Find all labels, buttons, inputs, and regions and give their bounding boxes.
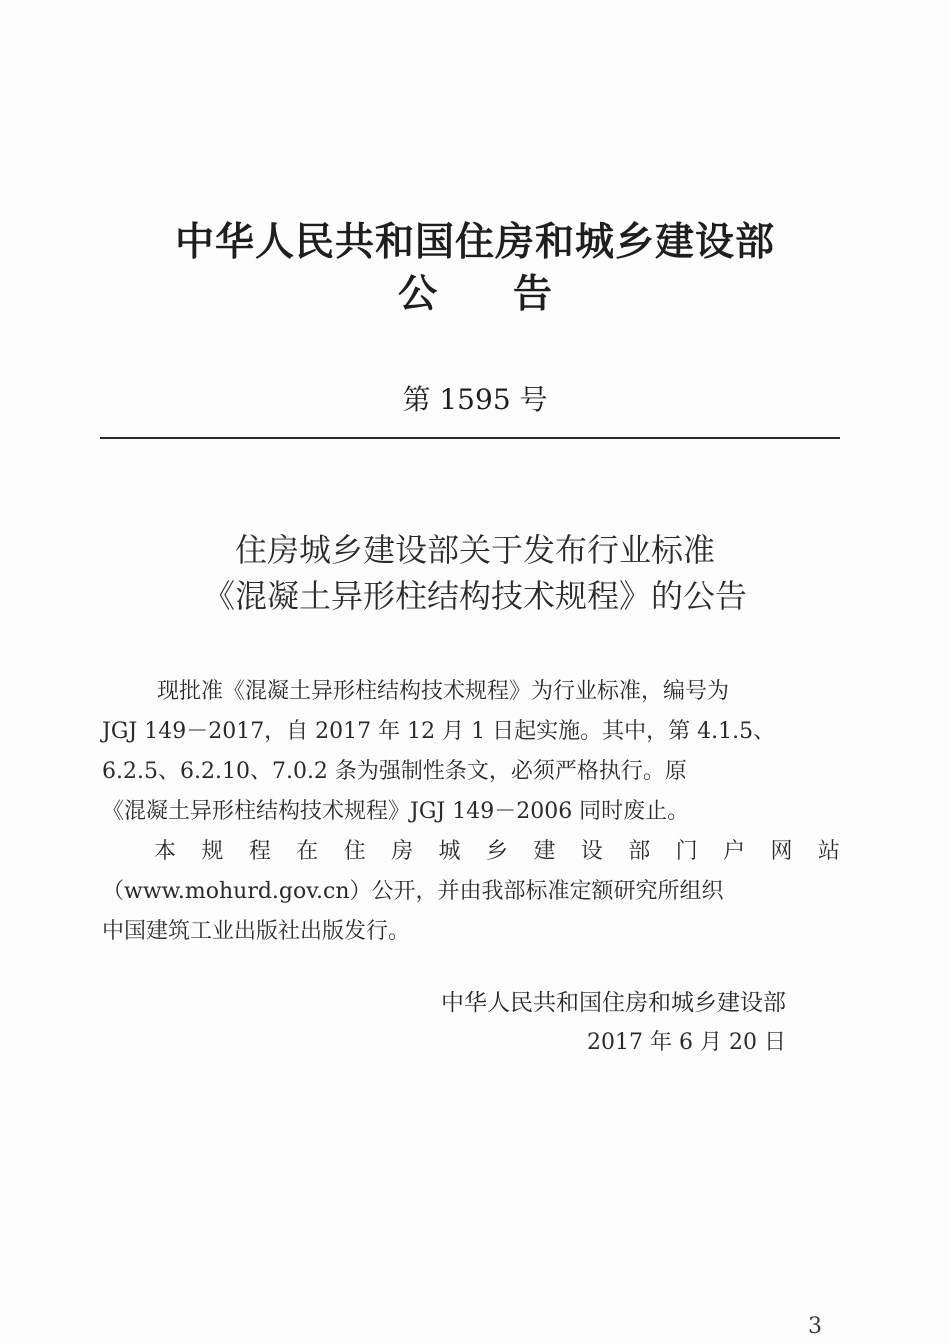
spread-char: 规 bbox=[201, 839, 224, 864]
paragraph-1 bbox=[102, 672, 840, 832]
paragraph-2-line-2: （www.mohurd.gov.cn）公开，并由我部标准定额研究所组织 bbox=[102, 879, 724, 904]
issuer-title: 中华人民共和国住房和城乡建设部 bbox=[174, 220, 775, 265]
announcement-headline bbox=[0, 527, 950, 619]
paragraph-1-line-1: 现批准《混凝土异形柱结构技术规程》为行业标准，编号为 bbox=[157, 679, 730, 704]
signature-organization: 中华人民共和国住房和城乡建设部 bbox=[441, 990, 786, 1016]
spread-char: 程 bbox=[248, 839, 271, 864]
spread-char: 房 bbox=[391, 839, 414, 864]
document-number: 第 1595 号 bbox=[402, 383, 548, 416]
paragraph-1-line-4: 《混凝土异形柱结构技术规程》JGJ 149－2006 同时废止。 bbox=[102, 799, 690, 824]
headline-line-1: 住房城乡建设部关于发布行业标准 bbox=[234, 531, 715, 569]
spread-char: 城 bbox=[438, 839, 461, 864]
signature-block bbox=[441, 983, 786, 1063]
spread-char: 设 bbox=[580, 839, 603, 864]
announcement-body bbox=[102, 672, 840, 952]
spread-char: 门 bbox=[675, 839, 698, 864]
paragraph-1-line-2: JGJ 149－2017，自 2017 年 12 月 1 日起实施。其中，第 4.1.5、 bbox=[102, 719, 776, 744]
spread-char: 建 bbox=[533, 839, 556, 864]
spread-char: 站 bbox=[817, 839, 840, 864]
document-type-char-1: 公 bbox=[397, 272, 437, 317]
spread-char: 住 bbox=[343, 839, 366, 864]
spread-char: 部 bbox=[628, 839, 651, 864]
headline-line-2: 《混凝土异形柱结构技术规程》的公告 bbox=[202, 577, 747, 615]
document-type-char-2: 告 bbox=[513, 272, 553, 317]
paragraph-2-line-1 bbox=[102, 832, 840, 872]
page-number: 3 bbox=[808, 1314, 822, 1339]
spread-char: 本 bbox=[154, 839, 177, 864]
signature-date: 2017 年 6 月 20 日 bbox=[587, 1030, 786, 1055]
paragraph-1-line-3: 6.2.5、6.2.10、7.0.2 条为强制性条文，必须严格执行。原 bbox=[102, 759, 687, 784]
document-type-title bbox=[0, 270, 950, 320]
paragraph-2-line-3: 中国建筑工业出版社出版发行。 bbox=[102, 919, 411, 944]
spread-char: 户 bbox=[723, 839, 746, 864]
spread-char: 在 bbox=[296, 839, 319, 864]
spread-char: 网 bbox=[770, 839, 793, 864]
paragraph-2 bbox=[102, 832, 840, 952]
spread-char: 乡 bbox=[485, 839, 508, 864]
header-divider bbox=[100, 437, 840, 439]
